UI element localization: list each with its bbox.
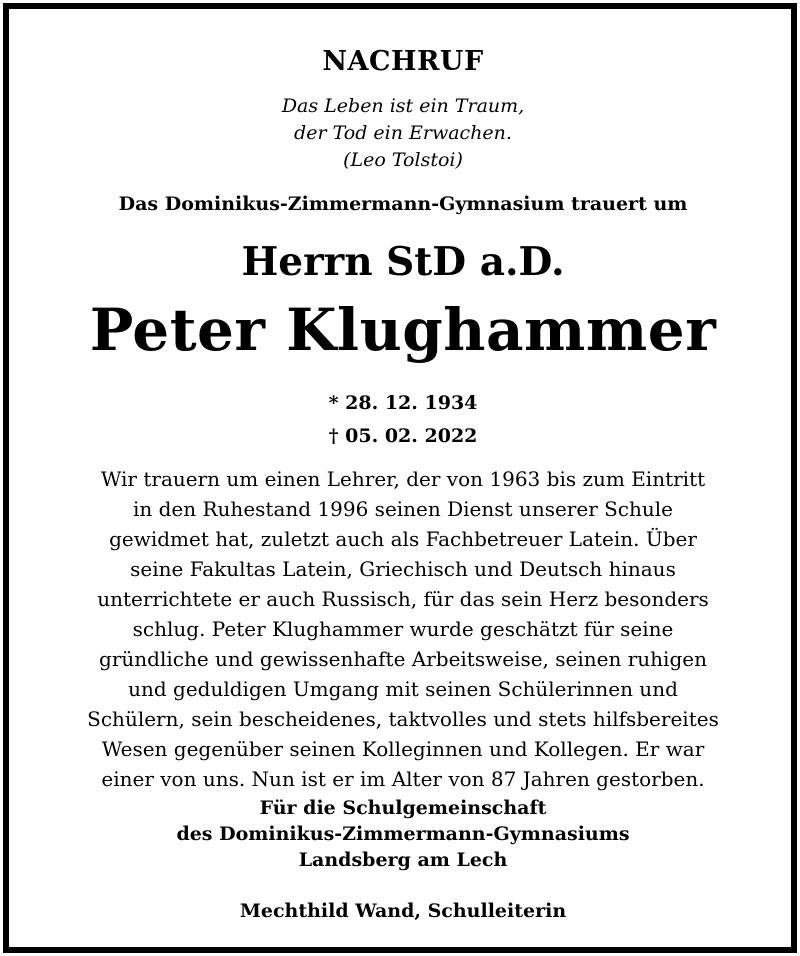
obituary-notice [3,3,797,953]
birth-date: * 28. 12. 1934 [328,392,478,414]
body-line: Wesen gegenüber seinen Kolleginnen und Kollegen. Er war [101,737,705,761]
deceased-name: Peter Klughammer [89,296,717,364]
signature-line: des Dominikus-Zimmermann-Gymnasiums [176,823,630,845]
quote-line: der Tod ein Erwachen. [294,122,512,144]
body-line: und geduldigen Umgang mit seinen Schülerinnen und [128,677,678,701]
body-line: Wir trauern um einen Lehrer, der von 1963 bis zum Eintritt [100,467,706,491]
body-line: seine Fakultas Latein, Griechisch und Deutsch hinaus [130,557,676,581]
body-line: gewidmet hat, zuletzt auch als Fachbetreuer Latein. Über [109,527,697,551]
intro-line: Das Dominikus-Zimmermann-Gymnasium trauert um [118,193,688,215]
body-line: einer von uns. Nun ist er im Alter von 87 Jahren gestorben. [101,767,705,791]
signature-line: Landsberg am Lech [298,849,508,871]
body-line: schlug. Peter Klughammer wurde geschätzt für seine [132,617,674,641]
notice-heading: NACHRUF [322,46,484,77]
body-line: gründliche und gewissenhafte Arbeitsweise, seinen ruhigen [99,647,707,671]
deceased-title: Herrn StD a.D. [241,239,565,285]
quote-author: (Leo Tolstoi) [343,149,463,171]
signer-name: Mechthild Wand, Schulleiterin [239,900,567,922]
body-line: Schülern, sein bescheidenes, taktvolles und stets hilfsbereites [87,707,719,731]
body-line: unterrichtete er auch Russisch, für das sein Herz besonders [97,587,709,611]
body-line: in den Ruhestand 1996 seinen Dienst unserer Schule [132,497,674,521]
death-date: † 05. 02. 2022 [328,425,478,447]
signature-line: Für die Schulgemeinschaft [259,797,547,819]
quote-line: Das Leben ist ein Traum, [281,95,525,117]
